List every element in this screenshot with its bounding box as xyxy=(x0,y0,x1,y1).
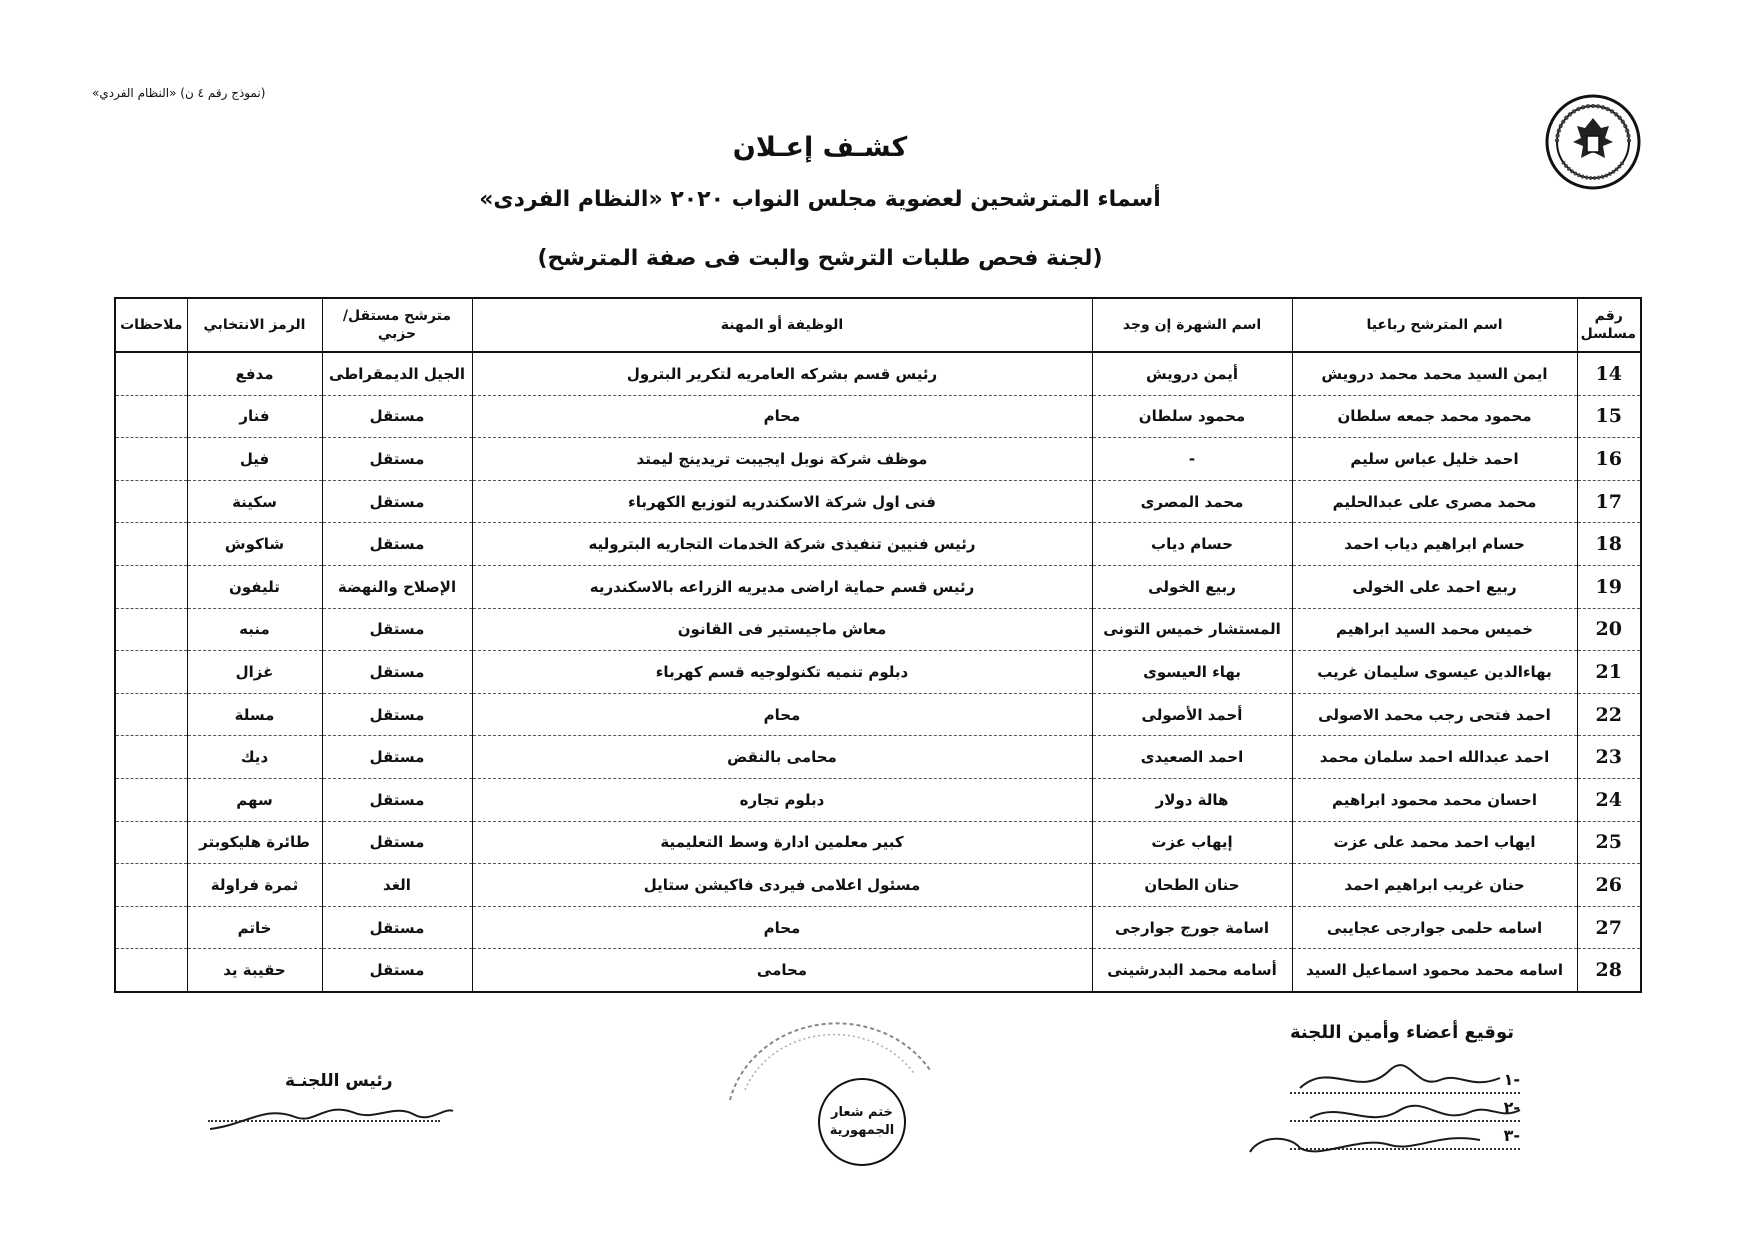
cell-affiliation: الإصلاح والنهضة xyxy=(322,565,472,608)
cell-serial: 26 xyxy=(1577,864,1641,907)
cell-nickname: إيهاب عزت xyxy=(1092,821,1292,864)
committee-title: (لجنة فحص طلبات الترشح والبت فى صفة المترشح) xyxy=(537,246,1103,271)
table-header-row xyxy=(115,298,1641,352)
cell-symbol: ثمرة فراولة xyxy=(187,864,322,907)
cell-occupation: محام xyxy=(472,906,1092,949)
cell-nickname: بهاء العيسوى xyxy=(1092,651,1292,694)
cell-nickname: اسامة جورج جوارجى xyxy=(1092,906,1292,949)
header-name: اسم المترشح رباعيا xyxy=(1292,298,1577,352)
cell-serial: 24 xyxy=(1577,778,1641,821)
header-nickname: اسم الشهرة إن وجد xyxy=(1092,298,1292,352)
cell-name: بهاءالدين عيسوى سليمان غريب xyxy=(1292,651,1577,694)
table-row xyxy=(115,565,1641,608)
election-authority-seal-icon xyxy=(1543,92,1643,192)
table-row xyxy=(115,438,1641,481)
table-row xyxy=(115,693,1641,736)
table-row xyxy=(115,608,1641,651)
cell-symbol: فيل xyxy=(187,438,322,481)
cell-name: احمد فتحى رجب محمد الاصولى xyxy=(1292,693,1577,736)
member-number: -٣ xyxy=(1503,1126,1520,1145)
cell-affiliation: الغد xyxy=(322,864,472,907)
cell-notes xyxy=(115,651,187,694)
cell-name: احمد عبدالله احمد سلمان محمد xyxy=(1292,736,1577,779)
cell-occupation: مسئول اعلامى فيردى فاكيشن ستايل xyxy=(472,864,1092,907)
cell-symbol: تليفون xyxy=(187,565,322,608)
cell-notes xyxy=(115,736,187,779)
cell-affiliation: مستقل xyxy=(322,736,472,779)
cell-name: خميس محمد السيد ابراهيم xyxy=(1292,608,1577,651)
cell-affiliation: مستقل xyxy=(322,651,472,694)
cell-symbol: مسلة xyxy=(187,693,322,736)
cell-name: اسامه حلمى جوارجى عجايبى xyxy=(1292,906,1577,949)
cell-occupation: رئيس قسم حماية اراضى مديريه الزراعه بالاسكندريه xyxy=(472,565,1092,608)
cell-symbol: سهم xyxy=(187,778,322,821)
cell-nickname: أيمن درويش xyxy=(1092,352,1292,395)
cell-nickname: احمد الصعيدى xyxy=(1092,736,1292,779)
page-title: كشـف إعـلان xyxy=(732,132,908,163)
cell-occupation: رئيس فنيين تنفيذى شركة الخدمات التجاريه البتروليه xyxy=(472,523,1092,566)
cell-serial: 14 xyxy=(1577,352,1641,395)
cell-name: اسامه محمد محمود اسماعيل السيد xyxy=(1292,949,1577,992)
cell-occupation: موظف شركة نوبل ايجيبت تريدينج ليمتد xyxy=(472,438,1092,481)
chairman-handwritten-signature xyxy=(205,1095,455,1135)
cell-notes xyxy=(115,778,187,821)
cell-affiliation: مستقل xyxy=(322,693,472,736)
table-row xyxy=(115,395,1641,438)
cell-symbol: سكينة xyxy=(187,480,322,523)
cell-occupation: محام xyxy=(472,395,1092,438)
cell-affiliation: مستقل xyxy=(322,778,472,821)
members-signature-title: توقيع أعضاء وأمين اللجنة xyxy=(1290,1022,1514,1043)
table-row xyxy=(115,736,1641,779)
member-number: -٢ xyxy=(1503,1098,1520,1117)
page-subtitle: أسماء المترشحين لعضوية مجلس النواب ٢٠٢٠ «النظام الفردى» xyxy=(479,187,1161,212)
cell-symbol: ديك xyxy=(187,736,322,779)
cell-affiliation: مستقل xyxy=(322,395,472,438)
cell-serial: 16 xyxy=(1577,438,1641,481)
cell-nickname: أحمد الأصولى xyxy=(1092,693,1292,736)
form-number-note: (نموذج رقم ٤ ن) «النظام الفردي» xyxy=(92,86,266,100)
cell-serial: 25 xyxy=(1577,821,1641,864)
cell-notes xyxy=(115,352,187,395)
cell-affiliation: مستقل xyxy=(322,906,472,949)
table-row xyxy=(115,864,1641,907)
cell-symbol: مدفع xyxy=(187,352,322,395)
chairman-signature-title: رئيس اللجنـة xyxy=(285,1071,393,1091)
cell-name: محمد مصرى على عبدالحليم xyxy=(1292,480,1577,523)
cell-notes xyxy=(115,480,187,523)
cell-name: حسام ابراهيم دياب احمد xyxy=(1292,523,1577,566)
republic-emblem-stamp: ختم شعار الجمهورية xyxy=(818,1078,906,1166)
cell-name: احسان محمد محمود ابراهيم xyxy=(1292,778,1577,821)
header-symbol: الرمز الانتخابي xyxy=(187,298,322,352)
cell-notes xyxy=(115,395,187,438)
table-row xyxy=(115,352,1641,395)
members-handwritten-signatures xyxy=(1240,1040,1530,1160)
cell-serial: 27 xyxy=(1577,906,1641,949)
cell-name: ايمن السيد محمد محمد درويش xyxy=(1292,352,1577,395)
cell-notes xyxy=(115,438,187,481)
table-row xyxy=(115,821,1641,864)
table-row xyxy=(115,523,1641,566)
header-occupation: الوظيفة أو المهنة xyxy=(472,298,1092,352)
cell-serial: 20 xyxy=(1577,608,1641,651)
cell-name: ربيع احمد على الخولى xyxy=(1292,565,1577,608)
cell-notes xyxy=(115,864,187,907)
candidates-table xyxy=(114,297,1642,993)
table-row xyxy=(115,480,1641,523)
header-serial: رقم مسلسل xyxy=(1577,298,1641,352)
cell-occupation: دبلوم تجاره xyxy=(472,778,1092,821)
cell-affiliation: مستقل xyxy=(322,821,472,864)
cell-affiliation: مستقل xyxy=(322,523,472,566)
table-row xyxy=(115,651,1641,694)
cell-serial: 22 xyxy=(1577,693,1641,736)
cell-symbol: فنار xyxy=(187,395,322,438)
cell-nickname: أسامه محمد البدرشينى xyxy=(1092,949,1292,992)
cell-notes xyxy=(115,949,187,992)
member-number: -١ xyxy=(1503,1070,1520,1089)
cell-nickname: المستشار خميس التونى xyxy=(1092,608,1292,651)
cell-occupation: محام xyxy=(472,693,1092,736)
cell-symbol: حقيبة يد xyxy=(187,949,322,992)
cell-serial: 17 xyxy=(1577,480,1641,523)
cell-occupation: محامى بالنقض xyxy=(472,736,1092,779)
cell-serial: 21 xyxy=(1577,651,1641,694)
cell-symbol: غزال xyxy=(187,651,322,694)
cell-name: ايهاب احمد محمد على عزت xyxy=(1292,821,1577,864)
cell-serial: 28 xyxy=(1577,949,1641,992)
cell-nickname: حسام دياب xyxy=(1092,523,1292,566)
cell-notes xyxy=(115,608,187,651)
cell-serial: 18 xyxy=(1577,523,1641,566)
cell-serial: 19 xyxy=(1577,565,1641,608)
cell-occupation: فنى اول شركة الاسكندريه لتوزيع الكهرباء xyxy=(472,480,1092,523)
cell-serial: 23 xyxy=(1577,736,1641,779)
cell-symbol: طائرة هليكوبتر xyxy=(187,821,322,864)
cell-notes xyxy=(115,565,187,608)
cell-name: محمود محمد جمعه سلطان xyxy=(1292,395,1577,438)
cell-notes xyxy=(115,906,187,949)
cell-name: حنان غريب ابراهيم احمد xyxy=(1292,864,1577,907)
cell-occupation: كبير معلمين ادارة وسط التعليمية xyxy=(472,821,1092,864)
table-row xyxy=(115,778,1641,821)
cell-occupation: دبلوم تنميه تكنولوجيه قسم كهرباء xyxy=(472,651,1092,694)
cell-notes xyxy=(115,523,187,566)
cell-symbol: خاتم xyxy=(187,906,322,949)
header-notes: ملاحظات xyxy=(115,298,187,352)
cell-notes xyxy=(115,821,187,864)
cell-nickname: ربيع الخولى xyxy=(1092,565,1292,608)
cell-notes xyxy=(115,693,187,736)
cell-occupation: محامى xyxy=(472,949,1092,992)
cell-symbol: شاكوش xyxy=(187,523,322,566)
cell-occupation: رئيس قسم بشركه العامريه لتكرير البترول xyxy=(472,352,1092,395)
cell-affiliation: مستقل xyxy=(322,608,472,651)
cell-affiliation: مستقل xyxy=(322,438,472,481)
cell-name: احمد خليل عباس سليم xyxy=(1292,438,1577,481)
cell-nickname: محمود سلطان xyxy=(1092,395,1292,438)
cell-affiliation: مستقل xyxy=(322,949,472,992)
cell-affiliation: الجيل الديمقراطى xyxy=(322,352,472,395)
cell-affiliation: مستقل xyxy=(322,480,472,523)
header-affiliation: مترشح مستقل/حزبي xyxy=(322,298,472,352)
cell-nickname: حنان الطحان xyxy=(1092,864,1292,907)
cell-nickname: محمد المصرى xyxy=(1092,480,1292,523)
cell-serial: 15 xyxy=(1577,395,1641,438)
table-row xyxy=(115,906,1641,949)
cell-symbol: منبه xyxy=(187,608,322,651)
cell-nickname: هالة دولار xyxy=(1092,778,1292,821)
cell-nickname: - xyxy=(1092,438,1292,481)
cell-occupation: معاش ماجيستير فى القانون xyxy=(472,608,1092,651)
